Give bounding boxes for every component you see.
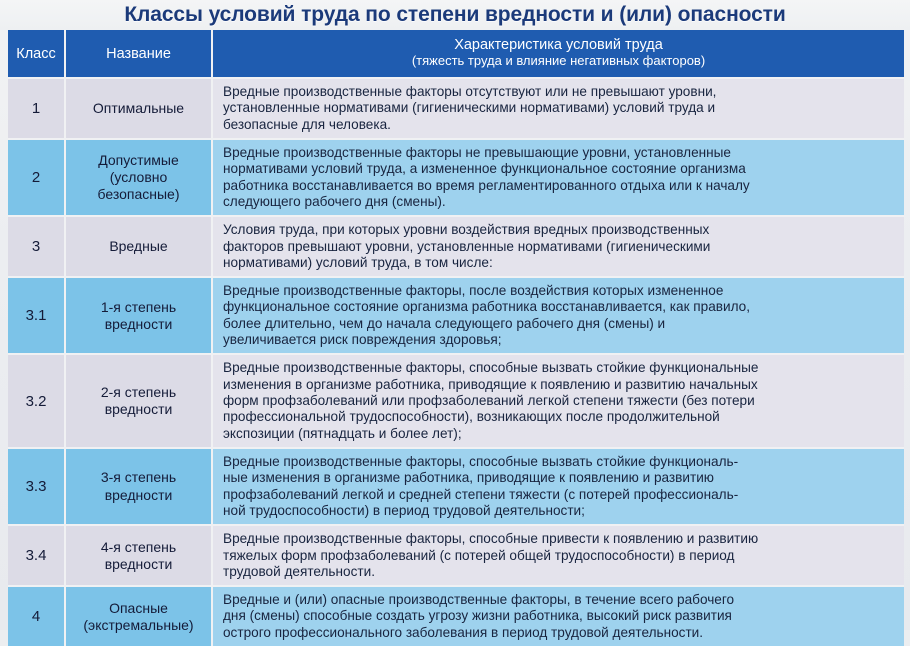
column-header-name: Название: [65, 30, 212, 78]
cell-class-name: [65, 78, 212, 139]
cell-description-line: Вредные производственные факторы, способные привести к появлению и развитию: [223, 531, 759, 547]
cell-description-line: установленные нормативами (гигиеническими нормативами) условий труда и: [223, 100, 716, 116]
table-body: [8, 78, 904, 646]
cell-description-line: Вредные производственные факторы, способные вызвать стойкие функциональ-: [223, 453, 739, 469]
cell-description: [212, 354, 904, 448]
cell-class-name-line: безопасные): [97, 186, 180, 203]
cell-class-number: 1: [8, 78, 65, 139]
cell-class-name: [65, 139, 212, 216]
cell-class-name: [65, 216, 212, 277]
cell-description-line: изменения в организме работника, приводящие к появлению и развитию начальных: [223, 376, 758, 392]
cell-description-line: Вредные производственные факторы не превышающие уровни, установленные: [223, 144, 731, 160]
cell-description-line: увеличивается риск повреждения здоровья;: [223, 332, 502, 348]
cell-class-number: 3.2: [8, 354, 65, 448]
cell-class-name: [65, 277, 212, 354]
cell-description: [212, 78, 904, 139]
page-title: Классы условий труда по степени вредности и (или) опасности: [124, 3, 786, 26]
cell-class-name-line: 2-я степень: [100, 384, 177, 401]
cell-class-number: 3: [8, 216, 65, 277]
cell-class-name-line: Оптимальные: [92, 99, 185, 116]
cell-class-name: [65, 525, 212, 586]
cell-description-line: следующего рабочего дня (смены).: [223, 193, 446, 209]
cell-class-name-line: 3-я степень: [100, 469, 177, 486]
cell-description-line: факторов превышают уровни, установленные нормативами (гигиеническими: [223, 238, 711, 254]
cell-class-name-line: вредности: [104, 555, 173, 572]
cell-description-line: форм профзаболеваний или профзаболеваний легкой степени тяжести (без потери: [223, 393, 755, 408]
cell-description: [212, 586, 904, 646]
cell-class-number: 3.4: [8, 525, 65, 586]
cell-class-name-line: вредности: [104, 486, 173, 503]
cell-class-number: 3.1: [8, 277, 65, 354]
cell-description-line: Вредные и (или) опасные производственные факторы, в течение всего рабочего: [223, 592, 735, 608]
cell-description: [212, 448, 904, 525]
table-row: [8, 78, 904, 139]
cell-description-line: работника восстанавливается во время регламентированного отдыха или к началу: [223, 177, 750, 193]
table-row: [8, 586, 904, 646]
cell-class-number: 3.3: [8, 448, 65, 525]
table-row: [8, 354, 904, 448]
cell-class-name-line: (экстремальные): [83, 616, 194, 633]
table-header-row: [8, 30, 904, 78]
cell-description: [212, 277, 904, 354]
cell-description-line: Вредные производственные факторы, способные вызвать стойкие функциональные: [223, 360, 759, 376]
cell-description: [212, 139, 904, 216]
cell-class-name-line: Допустимые: [98, 151, 179, 168]
cell-description-line: более длительно, чем до начала следующего рабочего дня (смены) и: [223, 315, 666, 331]
table-row: [8, 216, 904, 277]
conditions-table-container: [8, 30, 904, 640]
cell-description-line: ные изменения в организме работника, приводящие к появлению и развитию: [223, 470, 714, 486]
column-header-description: [212, 30, 904, 78]
cell-description-line: функциональное состояние организма работника восстанавливается, как правило,: [223, 299, 751, 315]
cell-description-line: профессиональной трудоспособности), возникающих после продолжительной: [223, 409, 720, 425]
table-row: [8, 139, 904, 216]
cell-description-line: трудовой деятельности.: [223, 563, 375, 579]
cell-description-line: Вредные производственные факторы, после воздействия которых измененное: [223, 283, 724, 299]
cell-class-name: [65, 448, 212, 525]
column-header-description-line1: Характеристика условий труда: [454, 37, 663, 54]
cell-class-name-line: Опасные: [109, 599, 168, 616]
table-header: [8, 30, 904, 78]
cell-class-name: [65, 354, 212, 448]
cell-description-line: острого профессионального заболевания в период трудовой деятельности.: [223, 624, 704, 640]
cell-class-name-line: (условно: [109, 169, 168, 186]
cell-description: [212, 216, 904, 277]
page-title-bar: [0, 0, 910, 30]
cell-class-name-line: вредности: [104, 315, 173, 332]
cell-class-name: [65, 586, 212, 646]
column-header-description-line2: (тяжесть труда и влияние негативных факторов): [411, 52, 706, 68]
cell-class-number: 4: [8, 586, 65, 646]
cell-description-line: Условия труда, при которых уровни воздействия вредных производственных: [223, 222, 710, 238]
cell-class-name-line: 1-я степень: [100, 298, 177, 315]
cell-description-line: безопасные для человека.: [223, 116, 391, 132]
cell-class-number: 2: [8, 139, 65, 216]
table-row: [8, 525, 904, 586]
cell-description-line: экспозиции (пятнадцать и более лет);: [223, 425, 462, 441]
working-conditions-classes-table: [8, 30, 904, 646]
cell-description-line: Вредные производственные факторы отсутствуют или не превышают уровни,: [223, 84, 717, 99]
cell-description: [212, 525, 904, 586]
cell-description-line: нормативами условий труда, а измененное функциональное состояние организма: [223, 161, 746, 177]
column-header-class: Класс: [8, 30, 65, 78]
cell-class-name-line: 4-я степень: [100, 538, 177, 555]
cell-class-name-line: вредности: [104, 401, 173, 418]
cell-description-line: профзаболеваний легкой и средней степени тяжести (с потерей профессиональ-: [223, 486, 739, 502]
cell-description-line: дня (смены) способные создать угрозу жизни работника, высокий риск развития: [223, 608, 732, 624]
table-row: [8, 277, 904, 354]
cell-description-line: нормативами) условий труда, в том числе:: [223, 254, 493, 270]
table-row: [8, 448, 904, 525]
cell-description-line: тяжелых форм профзаболеваний (с потерей общей трудоспособности) в период: [223, 547, 735, 563]
cell-class-name-line: Вредные: [109, 238, 168, 255]
cell-description-line: ной трудоспособности) в период трудовой деятельности;: [223, 502, 585, 518]
